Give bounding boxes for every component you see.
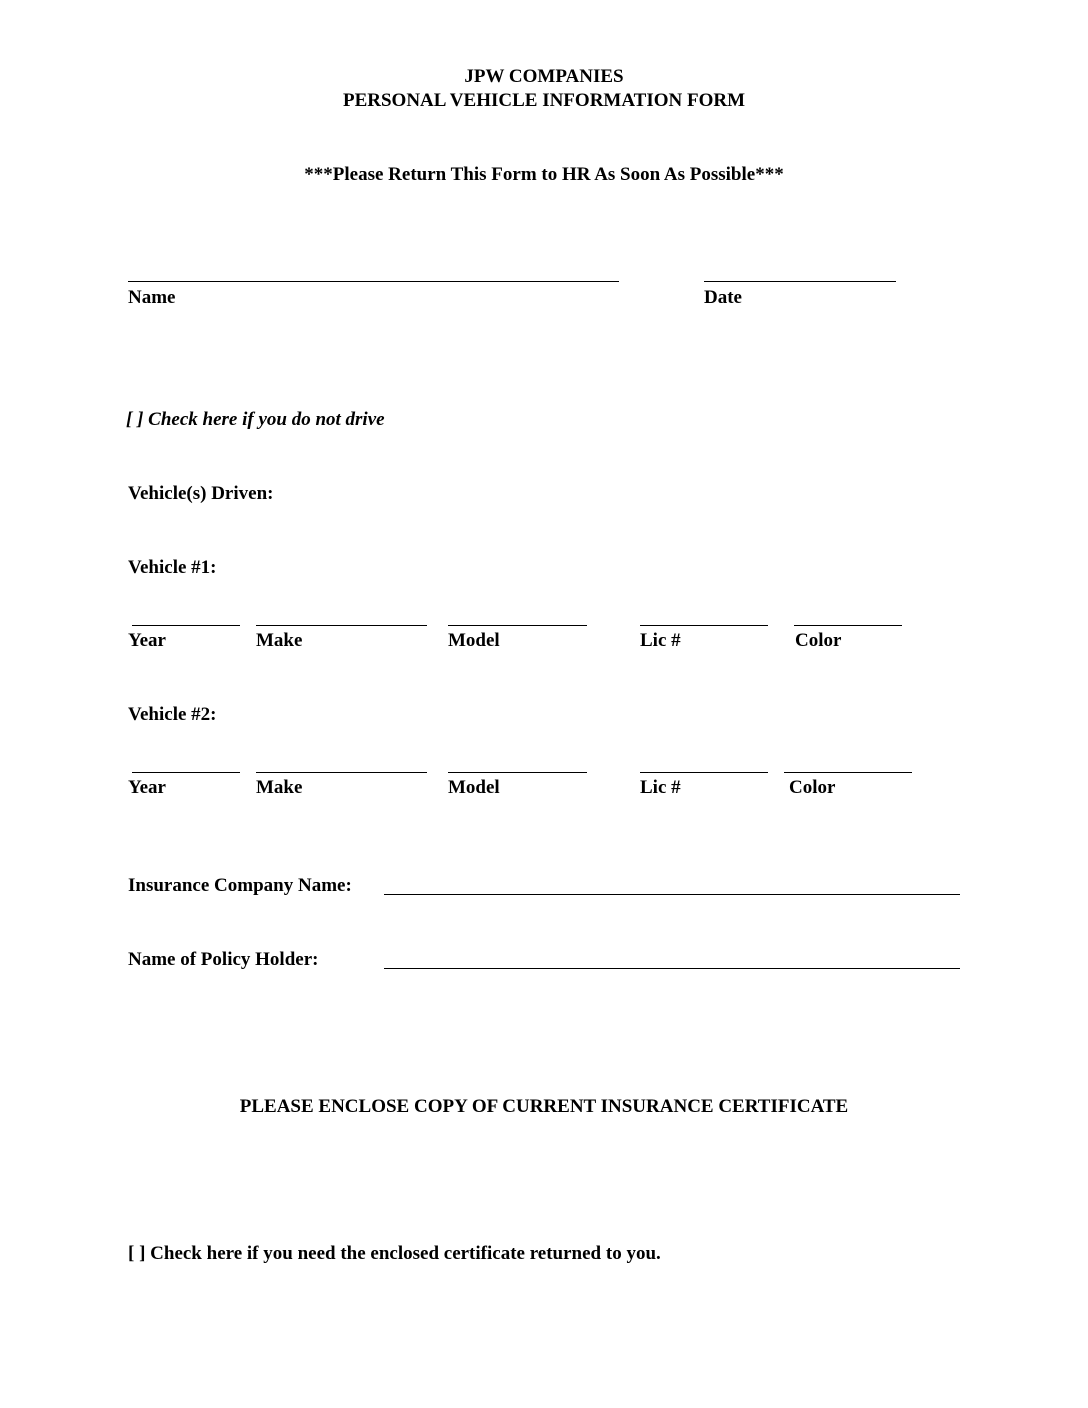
vehicle2-year-label: Year [128, 777, 166, 798]
vehicle1-model-line[interactable] [448, 625, 587, 626]
vehicle1-make-line[interactable] [256, 625, 427, 626]
vehicle1-color-label: Color [795, 630, 842, 651]
vehicle2-color-label: Color [789, 777, 836, 798]
vehicle2-model-line[interactable] [448, 772, 587, 773]
return-certificate-label: Check here if you need the enclosed certificate returned to you. [150, 1243, 661, 1264]
name-label: Name [128, 287, 176, 308]
date-label: Date [704, 287, 742, 308]
vehicle2-heading: Vehicle #2: [128, 704, 217, 725]
vehicle2-color-line[interactable] [784, 772, 912, 773]
vehicle1-year-line[interactable] [132, 625, 240, 626]
policy-holder-line[interactable] [384, 968, 960, 969]
insurance-company-label: Insurance Company Name: [128, 875, 352, 896]
vehicle1-lic-label: Lic # [640, 630, 681, 651]
date-field-line[interactable] [704, 281, 896, 282]
vehicle1-lic-line[interactable] [640, 625, 768, 626]
no-drive-label: Check here if you do not drive [148, 409, 385, 430]
vehicle1-make-label: Make [256, 630, 303, 651]
vehicle1-model-label: Model [448, 630, 500, 651]
vehicle1-heading: Vehicle #1: [128, 557, 217, 578]
no-drive-checkbox[interactable] [126, 409, 385, 431]
vehicle1-year-label: Year [128, 630, 166, 651]
vehicles-driven-heading: Vehicle(s) Driven: [128, 483, 274, 504]
vehicle2-make-line[interactable] [256, 772, 427, 773]
vehicle2-lic-line[interactable] [640, 772, 768, 773]
return-notice: ***Please Return This Form to HR As Soon As Possible*** [304, 164, 784, 185]
checkbox-brackets[interactable]: [ ] [128, 1243, 146, 1264]
enclose-certificate-notice: PLEASE ENCLOSE COPY OF CURRENT INSURANCE CERTIFICATE [239, 1096, 849, 1117]
company-name: JPW COMPANIES [464, 66, 624, 87]
checkbox-brackets[interactable]: [ ] [126, 409, 144, 430]
vehicle2-lic-label: Lic # [640, 777, 681, 798]
return-certificate-checkbox[interactable] [128, 1243, 661, 1265]
name-field-line[interactable] [128, 281, 619, 282]
policy-holder-label: Name of Policy Holder: [128, 949, 319, 970]
vehicle2-make-label: Make [256, 777, 303, 798]
vehicle1-color-line[interactable] [794, 625, 902, 626]
vehicle2-year-line[interactable] [132, 772, 240, 773]
form-title: PERSONAL VEHICLE INFORMATION FORM [342, 90, 746, 111]
insurance-company-line[interactable] [384, 894, 960, 895]
vehicle2-model-label: Model [448, 777, 500, 798]
